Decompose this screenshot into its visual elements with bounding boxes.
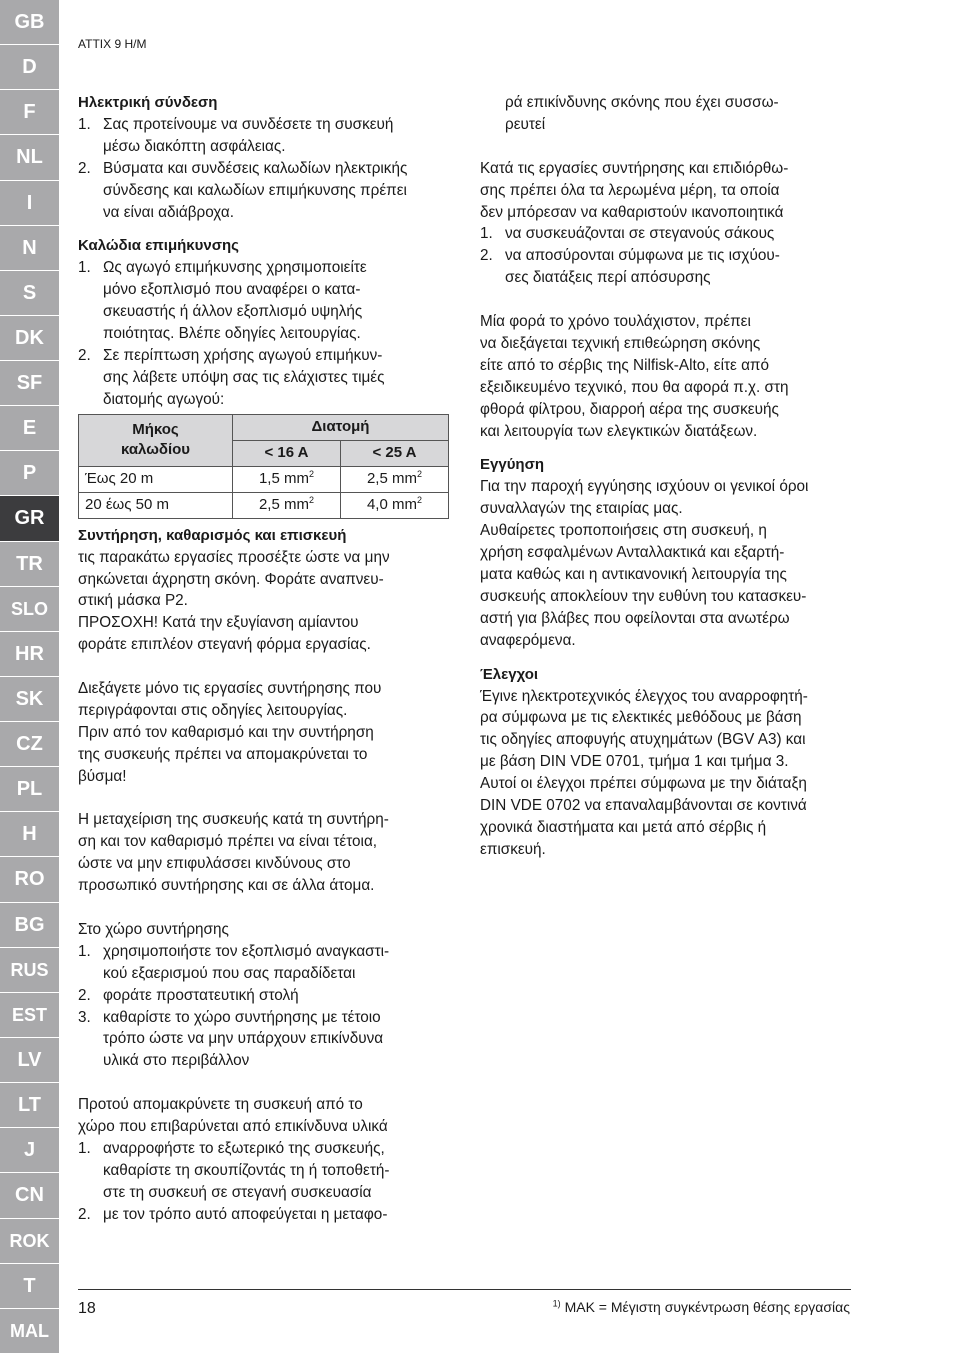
maintenance-paragraph-4: Στο χώρο συντήρησης xyxy=(78,920,229,938)
language-tab-h[interactable]: H xyxy=(0,812,59,857)
footer-divider xyxy=(78,1289,851,1290)
language-sidebar xyxy=(0,0,59,1354)
inspection-paragraph: Μία φορά το χρόνο τουλάχιστον, πρέπει να διεξάγεται τεχνική επιθεώρηση σκόνης είτε από το σέρβις της Nilfisk-Alto, είτε από εξειδικευμένο τεχνικό, που θα αφορά π.χ. στη φθορά φίλτρου, διαρροή αέρα της συσκευής και λειτουργία των ελεγκτικών διατάξεων. xyxy=(480,313,789,440)
list-item: 2. με τον τρόπο αυτό αποφεύγεται η μεταφο- xyxy=(78,1205,388,1223)
language-tab-est[interactable]: EST xyxy=(0,993,59,1038)
language-tab-n[interactable]: N xyxy=(0,226,59,271)
left-column xyxy=(78,92,450,1226)
language-tab-sf[interactable]: SF xyxy=(0,361,59,406)
language-tab-nl[interactable]: NL xyxy=(0,135,59,181)
header-cable-length: Μήκος καλωδίου xyxy=(79,414,233,466)
header-cross-section: Διατομή xyxy=(232,414,448,440)
header-16a: < 16 A xyxy=(232,440,340,466)
language-tab-j[interactable]: J xyxy=(0,1128,59,1173)
language-tab-p[interactable]: P xyxy=(0,451,59,496)
document-model: ATTIX 9 H/M xyxy=(78,37,147,51)
language-tab-e[interactable]: E xyxy=(0,406,59,451)
language-tab-cz[interactable]: CZ xyxy=(0,722,59,767)
footnote-mark: 1) xyxy=(552,1298,561,1309)
list-electrical xyxy=(78,114,450,224)
list-maintenance-area xyxy=(78,941,450,1072)
language-tab-gr[interactable]: GR xyxy=(0,496,59,542)
language-tab-pl[interactable]: PL xyxy=(0,767,59,812)
maintenance-paragraph-3: Η μεταχείριση της συσκευής κατά τη συντήρη- ση και τον καθαρισμό πρέπει να είναι τέτοια, ώστε να μην επιφυλάσσει κινδύνους στο προσωπικό συντήρησης και σε άλλα άτομα. xyxy=(78,811,389,895)
section-title-extension-cables: Καλώδια επιμήκυνσης xyxy=(78,237,239,255)
section-title-electrical: Ηλεκτρική σύνδεση xyxy=(78,94,218,111)
list-item: 1. χρησιμοποιήστε τον εξοπλισμό αναγκαστι- κού εξαερισμού που σας παραδίδεται xyxy=(78,942,390,982)
list-item: 1. Σας προτείνουμε να συνδέσετε τη συσκευή μέσω διακόπτη ασφάλειας. xyxy=(78,115,394,155)
language-tab-lv[interactable]: LV xyxy=(0,1038,59,1083)
language-tab-sk[interactable]: SK xyxy=(0,677,59,722)
language-tab-tr[interactable]: TR xyxy=(0,542,59,587)
maintenance-paragraph-1: τις παρακάτω εργασίες προσέξτε ώστε να μην σηκώνεται άχρηστη σκόνη. Φοράτε αναπνευ- στική μάσκα P2. ΠΡΟΣΟΧΗ! Κατά την εξυγίανση αμίαντου φοράτε επιπλέον στεγανή φόρμα εργασίας. xyxy=(78,548,390,654)
list-item: 1. Ως αγωγό επιμήκυνσης χρησιμοποιείτε μόνο εξοπλισμό που αναφέρει ο κατα- σκευαστής ή άλλον εξοπλισμό υψηλής ποιότητας. Βλέπε οδηγίες λειτουργίας. xyxy=(78,259,367,343)
list-removal xyxy=(78,1138,450,1226)
list-item: 1. να συσκευάζονται σε στεγανούς σάκους xyxy=(480,225,775,243)
footnote-text: MAK = Μέγιστη συγκέντρωση θέσης εργασίας xyxy=(564,1299,850,1315)
list-item: 3. καθαρίστε το χώρο συντήρησης με τέτοιο τρόπο ώστε να μην υπάρχουν επικίνδυνα υλικά στο περιβάλλον xyxy=(78,1008,384,1070)
list-soiled-parts xyxy=(480,223,852,289)
maintenance-paragraph-2: Διεξάγετε μόνο τις εργασίες συντήρησης που περιγράφονται στις οδηγίες λειτουργίας. Πριν από τον καθαρισμό και την συντήρηση της συσκευής πρέπει να απομακρύνεται το βύσμα! xyxy=(78,680,382,785)
section-title-warranty: Εγγύηση xyxy=(480,456,545,474)
maintenance-paragraph-5: Προτού απομακρύνετε τη συσκευή από το χώρο που επιβαρύνεται από επικίνδυνα υλικά xyxy=(78,1096,388,1136)
right-column xyxy=(480,92,852,861)
language-tab-d[interactable]: D xyxy=(0,45,59,90)
language-tab-hr[interactable]: HR xyxy=(0,632,59,677)
list-item: 2. να αποσύρονται σύμφωνα με τις ισχύου- σες διατάξεις περί απόσυρσης xyxy=(480,247,780,287)
list-extension-cables xyxy=(78,257,450,410)
cable-cross-section-table xyxy=(78,414,449,519)
language-tab-mal[interactable]: MAL xyxy=(0,1309,59,1354)
language-tab-t[interactable]: T xyxy=(0,1264,59,1309)
list-continuation: ρά επικίνδυνης σκόνης που έχει συσσω- ρευτεί xyxy=(505,94,779,133)
list-item: 1. αναρροφήστε το εξωτερικό της συσκευής, καθαρίστε τη σκουπίζοντάς τη ή τοποθετή- στε τη συσκευή σε στεγανή συσκευασία xyxy=(78,1140,390,1201)
language-tab-ro[interactable]: RO xyxy=(0,857,59,903)
warranty-paragraph: Για την παροχή εγγύησης ισχύουν οι γενικοί όροι συναλλαγών της εταιρίας μας. Αυθαίρετες τροποποιήσεις στη συσκευή, η χρήση εσφαλμένων Ανταλλακτικά και εξαρτή- ματα καθώς και η αντικανονική λειτουργία της συσκευής αποκλείουν την ευθύνη του κατασκευ- αστή για βλάβες που οφείλονται στα ανωτέρω αναφερόμενα. xyxy=(480,478,809,649)
language-tab-slo[interactable]: SLO xyxy=(0,587,59,632)
page-number: 18 xyxy=(78,1300,96,1317)
table-row: 20 έως 50 m 2,5 $mm^2$ 4,0 $mm^2$ xyxy=(79,492,449,518)
repair-paragraph: Κατά τις εργασίες συντήρησης και επιδιόρθω- σης πρέπει όλα τα λερωμένα μέρη, τα οποία δεν μπόρεσαν να καθαριστούν ικανοποιητικά xyxy=(480,159,789,221)
list-item: 2. φοράτε προστατευτική στολή xyxy=(78,986,299,1004)
header-25a: < 25 A xyxy=(340,440,448,466)
language-tab-f[interactable]: F xyxy=(0,90,59,135)
table-row: Έως 20 m 1,5 $mm^2$ 2,5 $mm^2$ xyxy=(79,466,449,492)
list-item: 2. Σε περίπτωση χρήσης αγωγού επιμήκυν- σης λάβετε υπόψη σας τις ελάχιστες τιμές διατομής αγωγού: xyxy=(78,346,385,408)
language-tab-rus[interactable]: RUS xyxy=(0,948,59,993)
list-item: 2. Βύσματα και συνδέσεις καλωδίων ηλεκτρικής σύνδεσης και καλωδίων επιμήκυνσης πρέπει να είναι αδιάβροχα. xyxy=(78,159,408,221)
section-title-checks: Έλεγχοι xyxy=(480,665,539,683)
language-tab-gb[interactable]: GB xyxy=(0,0,59,45)
language-tab-bg[interactable]: BG xyxy=(0,903,59,948)
checks-paragraph: Έγινε ηλεκτροτεχνικός έλεγχος του αναρροφητή- ρα σύμφωνα με τις ελεκτικές μεθόδους με βάση τις οδηγίες αποφυγής ατυχημάτων (BGV A3) και με βάση DIN VDE 0701, τμήμα 1 και τμήμα 3. Αυτοί οι έλεγχοι πρέπει σύμφωνα με την διάταξη DIN VDE 0702 να επαναλαμβάνονται σε κοντινά χρονικά διαστήματα και μετά από σέρβις ή επισκευή. xyxy=(480,687,808,858)
language-tab-dk[interactable]: DK xyxy=(0,316,59,361)
language-tab-lt[interactable]: LT xyxy=(0,1083,59,1128)
language-tab-s[interactable]: S xyxy=(0,271,59,316)
section-title-maintenance: Συντήρηση, καθαρισμός και επισκευή xyxy=(78,526,347,544)
language-tab-cn[interactable]: CN xyxy=(0,1173,59,1219)
language-tab-rok[interactable]: ROK xyxy=(0,1219,59,1264)
language-tab-i[interactable]: I xyxy=(0,181,59,226)
footnote xyxy=(553,1299,850,1315)
